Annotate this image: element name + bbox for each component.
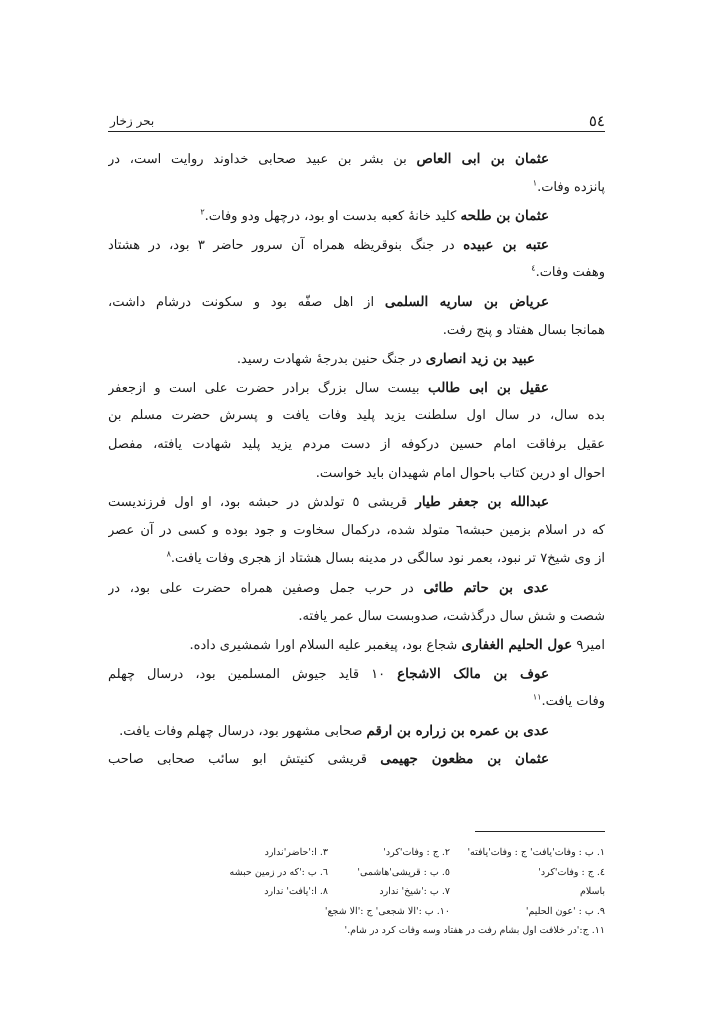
body-text bbox=[108, 145, 605, 774]
entry-name: عبدالله بن جعفر طیار bbox=[415, 494, 549, 511]
text-line bbox=[108, 603, 605, 632]
footnote-row bbox=[108, 863, 605, 883]
entry-text: در جنگ بنوقریظه همراه آن سرور حاضر ٣ بود، در هشتاد bbox=[108, 237, 464, 253]
footnote-entry: باسلام bbox=[579, 886, 605, 897]
running-head bbox=[110, 112, 605, 132]
entry-text: در جنگ حنین بدرجهٔ شهادت رسید. bbox=[236, 352, 426, 368]
footnote-entry: ٥. ب : قریشی'هاشمی' bbox=[357, 866, 450, 878]
text-line bbox=[108, 431, 605, 460]
entry-name: عدی بن عمره بن زراره بن ارقم bbox=[366, 722, 549, 739]
entry-text: از اهل صفّه بود و سکونت درشام داشت، bbox=[108, 294, 385, 310]
text-line bbox=[108, 288, 605, 317]
entry-name: عول الحلیم الغفاری bbox=[461, 637, 573, 654]
text-line bbox=[108, 231, 605, 260]
footnote-entry bbox=[108, 921, 328, 941]
footnote-marker: ٨ bbox=[166, 549, 171, 559]
footnote-entry: ٤. ج : وفات'کرد' bbox=[538, 866, 605, 878]
line-prefix: امیر٩ bbox=[572, 638, 605, 654]
footnote-marker: ١١ bbox=[532, 692, 542, 702]
text-line bbox=[108, 545, 605, 574]
text-line bbox=[108, 574, 605, 603]
text-line bbox=[108, 374, 605, 403]
text-line bbox=[108, 460, 605, 489]
entry-text: قریشی کنیتش ابو سائب صحابی صاحب bbox=[108, 752, 381, 768]
book-title: بحر زخار bbox=[110, 114, 155, 128]
entry-text: شجاع بود، پیغمبر علیه السلام اورا شمشیری داده. bbox=[189, 638, 462, 654]
footnote-entry bbox=[108, 902, 328, 922]
entry-text: همانجا بسال هفتاد و پنج رفت. bbox=[442, 322, 605, 338]
footnote-row bbox=[108, 921, 605, 941]
text-line bbox=[108, 660, 605, 689]
footnote-row bbox=[108, 902, 605, 922]
entry-text: از وی شیخ٧ تر نبود، بعمر نود سالگی در مدینه بسال هشتاد از هجری وفات یافت. bbox=[170, 551, 605, 567]
text-line bbox=[108, 259, 605, 288]
footnote-entry: ٩. ب : 'عون الحلیم' bbox=[525, 905, 605, 917]
entry-name: عثمان بن ابی العاص bbox=[416, 151, 550, 167]
footnote-marker: ٤ bbox=[531, 264, 536, 274]
text-line bbox=[108, 488, 605, 517]
footnote-marker: ٢ bbox=[200, 207, 205, 217]
footnote-marker: ١ bbox=[532, 178, 538, 188]
text-line bbox=[108, 402, 605, 431]
entry-name: عقیل بن ابی طالب bbox=[427, 379, 549, 396]
footnote-entry: ٢. ج : وفات'کرد' bbox=[383, 847, 450, 858]
entry-text: کلید خانهٔ کعبه بدست او بود، درچهل ودو وفات. bbox=[204, 209, 461, 225]
entry-name: عبید بن زید انصاری bbox=[425, 351, 535, 368]
text-line bbox=[108, 717, 605, 746]
text-line bbox=[108, 745, 605, 774]
entry-text: در حرب جمل وصفین همراه حضرت علی بود، در bbox=[108, 580, 424, 596]
entry-text: ١٠ قاید جیوش المسلمین بود، درسال چهلم bbox=[108, 666, 398, 682]
entry-name: عریاض بن ساریه السلمی bbox=[384, 293, 550, 310]
text-line bbox=[108, 145, 605, 174]
entry-text: که در اسلام بزمین حبشه٦ متولد شده، درکمال سخاوت و جود بوده و کسی در آن عصر bbox=[108, 522, 605, 538]
text-line bbox=[108, 631, 605, 660]
entry-text: پانزده وفات. bbox=[537, 179, 605, 195]
entry-name: عثمان بن طلحه bbox=[460, 208, 549, 225]
entry-text: صحابی مشهور بود، درسال چهلم وفات یافت. bbox=[119, 723, 367, 739]
text-line bbox=[108, 317, 605, 346]
entry-text: شصت و شش سال درگذشت، صدوبست سال عمر یافته. bbox=[298, 608, 605, 624]
footnote-entry: ١. ب : وفات'یافت' ج : وفات'یافته' bbox=[467, 847, 605, 858]
text-line bbox=[108, 202, 605, 231]
entry-text: بیست سال بزرگ برادر حضرت علی است و ازجعفر bbox=[108, 380, 428, 396]
entry-name: عوف بن مالک الاشجاع bbox=[397, 665, 549, 682]
footnote-row bbox=[108, 882, 605, 902]
entry-text: احوال او درین کتاب باحوال امام شهیدان باید خواست. bbox=[315, 465, 605, 481]
entry-name: عثمان بن مظعون جهیمی bbox=[380, 751, 550, 768]
footnote-entry: ٦. ب :'که در زمین حبشه bbox=[229, 866, 328, 878]
footnote-entry: ٨. ا:'یافت' ندارد bbox=[264, 886, 328, 897]
footnote-entry: ٣. ا:'حاضر'ندارد bbox=[264, 847, 328, 858]
entry-text: بده سال، در سال اول سلطنت یزید پلید وفات یافت و پسرش حضرت مسلم بن bbox=[108, 408, 605, 424]
text-line bbox=[108, 517, 605, 546]
entry-text: قریشی ٥ تولدش در حبشه بود، او اول فرزندیست bbox=[108, 495, 416, 511]
header-rule bbox=[108, 131, 605, 132]
entry-name: عتبه بن عبیده bbox=[463, 236, 549, 253]
footnote-entry bbox=[328, 921, 450, 941]
entry-text: وهفت وفات. bbox=[535, 265, 605, 281]
footnote-rule bbox=[475, 831, 605, 832]
footnote-entry: ١٠. ب :'الا شجعی' ج :'الا شجع' bbox=[324, 905, 450, 917]
entry-text: وفات یافت. bbox=[541, 694, 605, 710]
entry-name: عدی بن حاتم طائی bbox=[423, 579, 549, 596]
page-number: ٥٤ bbox=[588, 112, 605, 130]
entry-text: عقیل برفاقت امام حسین درکوفه از دست مردم یزید پلید شهادت یافته، مفصل bbox=[108, 436, 605, 452]
text-line bbox=[108, 688, 605, 717]
text-line bbox=[108, 345, 605, 374]
footnote-entry: ١١. ج:'در خلافت اول بشام رفت در هفتاد وسه وفات کرد در شام.' bbox=[344, 925, 605, 936]
entry-text: بن بشر بن عبید صحابی خداوند روایت است، در bbox=[108, 152, 417, 167]
footnote-entry: ٧. ب :'شیخ' ندارد bbox=[379, 886, 450, 897]
text-line bbox=[108, 174, 605, 203]
footnote-row bbox=[108, 843, 605, 863]
footnotes bbox=[108, 843, 605, 941]
